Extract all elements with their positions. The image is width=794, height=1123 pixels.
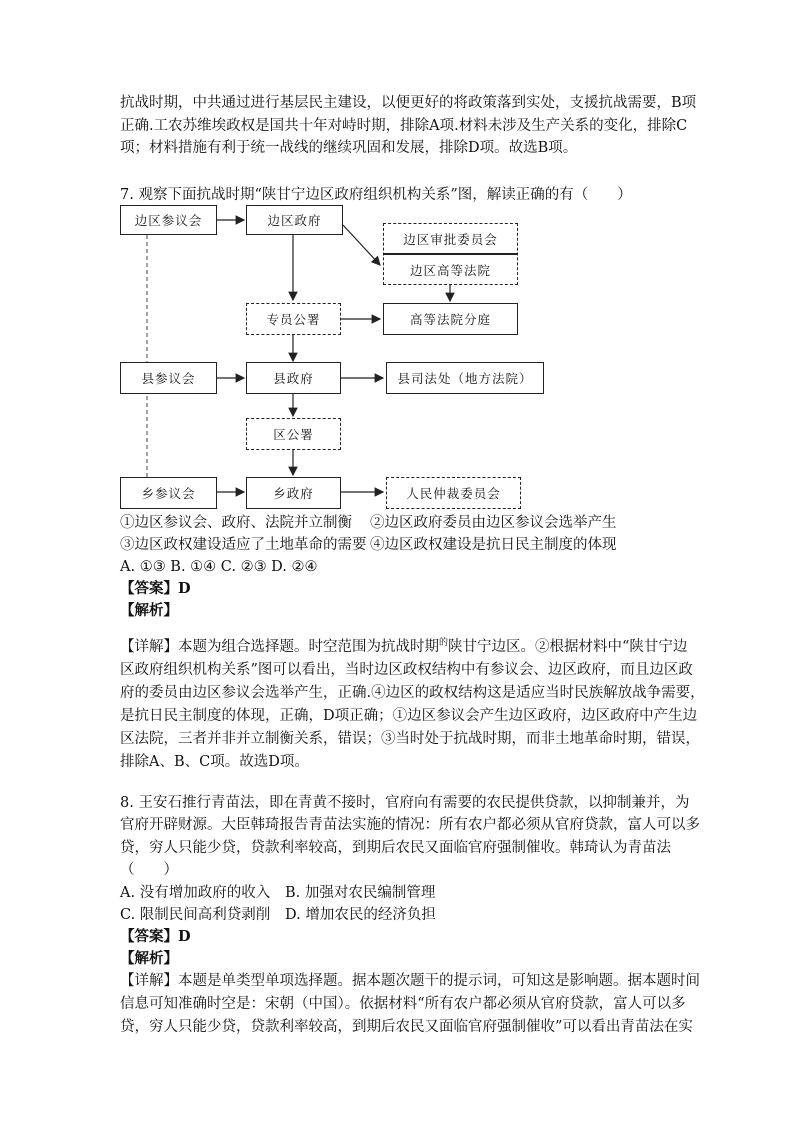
answer: 【答案】D bbox=[120, 927, 191, 945]
option-2: ②边区政府委员由边区参议会选举产生 bbox=[370, 515, 617, 531]
option-3: ③边区政权建设适应了土地革命的需要 bbox=[120, 537, 367, 553]
answer: 【答案】D bbox=[120, 580, 191, 597]
detail-line: 【详解】本题为组合选择题。时空范围为抗战时期$^的$陕甘宁边区。②根据材料中“陕甘宁边 bbox=[120, 638, 688, 655]
box-high-court-branch: 高等法院分庭 bbox=[383, 303, 518, 335]
detail-line: 排除A、B、C项。故选D项。 bbox=[120, 753, 309, 770]
option-c: C. 限制民间高利贷剥削 bbox=[120, 906, 271, 923]
detail-line: 是抗日民主制度的体现，正确，D项正确；①边区参议会产生边区政府，边区政府中产生边 bbox=[120, 707, 698, 724]
detail-line: 府的委员由边区参议会选举产生，正确.④边区的政权结构这是适应当时民族解放战争需要， bbox=[120, 684, 705, 701]
choices: A. ①③ B. ①④ C. ②③ D. ②④ bbox=[120, 559, 318, 575]
option-1: ①边区参议会、政府、法院并立制衡 bbox=[120, 515, 352, 531]
stem-line: 8. 王安石推行青苗法，即在青黄不接时，官府向有需要的农民提供贷款，以抑制兼并，为 bbox=[120, 794, 690, 811]
stem-line: 贷，穷人只能少贷，贷款利率较高，到期后农民又面临官府强制催收。韩琦认为青苗法 bbox=[120, 839, 671, 856]
stem-line: 官府开辟财源。大臣韩琦报告青苗法实施的情况：所有农户都必须从官府贷款，富人可以多 bbox=[120, 817, 700, 834]
option-d: D. 增加农民的经济负担 bbox=[285, 906, 436, 923]
intro-line: 项；材料措施有利于统一战线的继续巩固和发展，排除D项。故选B项。 bbox=[120, 140, 578, 156]
question-8-detail bbox=[120, 970, 700, 1039]
question-8-options bbox=[120, 882, 680, 970]
question-7-detail bbox=[120, 632, 705, 774]
analysis-label: 【解析】 bbox=[120, 949, 178, 967]
box-border-council: 边区参议会 bbox=[120, 205, 217, 235]
box-township-government: 乡政府 bbox=[246, 477, 341, 509]
box-county-council: 县参议会 bbox=[120, 362, 217, 394]
detail-line: 贷，穷人只能少贷，贷款利率较高，到期后农民又面临官府强制催收”可以看出青苗法在实 bbox=[120, 1018, 693, 1035]
detail-line: 区法院，三者并非并立制衡关系，错误；③当时处于抗战时期，而非土地革命时期，错误， bbox=[120, 730, 700, 747]
options-row-1 bbox=[120, 512, 680, 534]
box-township-council: 乡参议会 bbox=[120, 477, 217, 509]
intro-line: 正确.工农苏维埃政权是国共十年对峙时期，排除A项.材料未涉及生产关系的变化，排除C bbox=[120, 117, 688, 134]
box-county-judicial: 县司法处（地方法院） bbox=[386, 362, 544, 394]
box-commissioner-office: 专员公署 bbox=[246, 303, 341, 335]
options-row-2 bbox=[120, 534, 680, 556]
option-b: B. 加强对农民编制管理 bbox=[285, 884, 436, 901]
detail-line: 【详解】本题是单类型单项选择题。据本题次题干的提示词，可知这是影响题。据本题时间 bbox=[120, 972, 700, 989]
intro-line: 抗战时期，中共通过进行基层民主建设，以便更好的将政策落到实处，支援抗战需要，B项 bbox=[120, 95, 697, 111]
option-4: ④边区政权建设是抗日民主制度的体现 bbox=[370, 537, 617, 553]
analysis-label: 【解析】 bbox=[120, 602, 178, 619]
intro-paragraph bbox=[120, 92, 697, 160]
document-body bbox=[120, 92, 697, 206]
options-row-2 bbox=[120, 904, 680, 926]
options-row-1 bbox=[120, 882, 680, 904]
box-review-committee: 边区审批委员会 bbox=[384, 224, 517, 254]
detail-line: 区政府组织机构关系”图可以看出，当时边区政权结构中有参议会、边区政府，而且边区政 bbox=[120, 661, 693, 678]
box-arbitration-committee: 人民仲裁委员会 bbox=[386, 477, 521, 509]
question-7-stem: 7. 观察下面抗战时期“陕甘宁边区政府组织机构关系”图，解读正确的有（ ） bbox=[120, 186, 632, 203]
option-a: A. 没有增加政府的收入 bbox=[120, 884, 271, 901]
question-7-options bbox=[120, 512, 680, 622]
box-county-government: 县政府 bbox=[246, 362, 341, 394]
box-high-court: 边区高等法院 bbox=[384, 254, 517, 284]
question-7-body bbox=[120, 512, 705, 1039]
org-chart-diagram bbox=[120, 205, 560, 510]
box-district-office: 区公署 bbox=[246, 418, 341, 450]
detail-line: 信息可知准确时空是：宋朝（中国）。依据材料“所有农户都必须从官府贷款，富人可以多 bbox=[120, 995, 686, 1012]
box-border-government: 边区政府 bbox=[246, 205, 343, 235]
stem-line: （ ） bbox=[120, 862, 178, 879]
box-group-judiciary bbox=[383, 223, 518, 285]
question-8-stem bbox=[120, 792, 700, 882]
